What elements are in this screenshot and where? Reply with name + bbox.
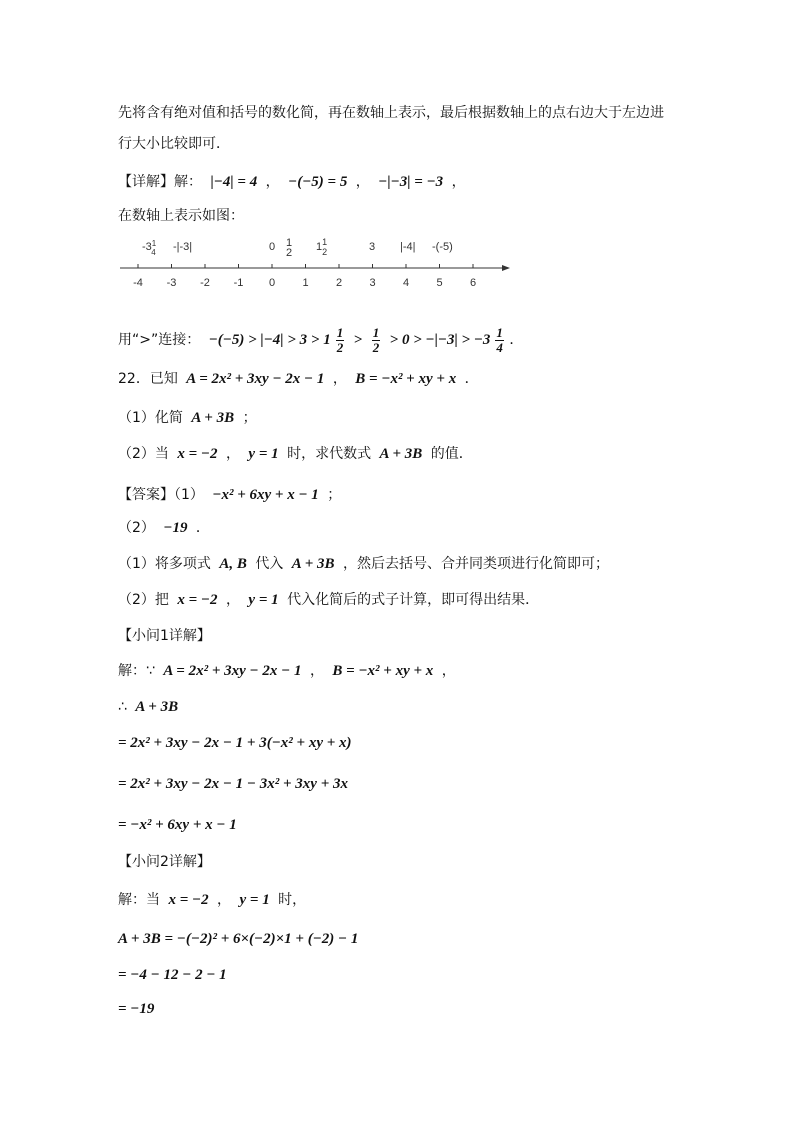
answer-line-2 xyxy=(118,518,210,538)
because-symbol: ∵ xyxy=(146,663,155,679)
step-expression: = −19 xyxy=(118,1001,155,1017)
tick-label: 0 xyxy=(268,277,276,289)
line-end: ， xyxy=(451,174,466,190)
fraction-one-half xyxy=(336,326,345,355)
part2-label: （2）当 xyxy=(118,446,169,462)
line-end: ， xyxy=(441,663,456,679)
connect-expr-a: −(−5) > |−4| > 3 > 1 xyxy=(208,332,331,348)
sub2-step-3 xyxy=(118,999,158,1019)
q22-stem xyxy=(118,369,479,389)
line-end: ； xyxy=(242,410,257,426)
analysis-line-1 xyxy=(118,554,609,574)
sub2-tag: 【小问2详解】 xyxy=(118,854,211,870)
separator: ， xyxy=(355,174,370,190)
step-expression: = 2x² + 3xy − 2x − 1 − 3x² + 3xy + 3x xyxy=(118,776,349,792)
label-neg-neg5: -(-5) xyxy=(432,241,453,253)
part1-expr: A + 3B xyxy=(191,410,235,426)
label-three: 3 xyxy=(369,241,376,253)
line-end: ． xyxy=(195,520,210,536)
part2-text: 时，求代数式 xyxy=(287,446,372,462)
step-expression: = 2x² + 3xy − 2x − 1 + 3(−x² + xy + x) xyxy=(118,735,352,751)
tick-label: 4 xyxy=(402,277,410,289)
frac-numerator: 1 xyxy=(336,324,344,340)
A-definition: A = 2x² + 3xy − 2x − 1 xyxy=(163,663,302,679)
connect-line xyxy=(118,318,523,362)
connect-lead: 用“>”连接： xyxy=(118,332,201,348)
part2-end: 的值． xyxy=(430,446,473,462)
sub1-step-2 xyxy=(118,774,352,794)
analysis-expr: A + 3B xyxy=(291,556,335,572)
fraction-half xyxy=(372,326,381,355)
analysis-text: 代入化简后的式子计算，即可得出结果． xyxy=(287,592,540,608)
x-value: x = −2 xyxy=(177,446,218,462)
B-definition: B = −x² + xy + x xyxy=(355,371,457,387)
sub2-given xyxy=(118,890,306,910)
connect-expr-b: > 0 > −|−3| > −3 xyxy=(389,332,491,348)
frac-denominator: 2 xyxy=(372,339,380,355)
tick-label: 1 xyxy=(302,277,309,289)
analysis-text: （2）把 xyxy=(118,592,169,608)
sub2-step-2 xyxy=(118,965,231,985)
analysis-text: （1）将多项式 xyxy=(118,556,211,572)
answer-2: −19 xyxy=(163,520,188,536)
frac-numerator: 1 xyxy=(372,324,380,340)
frac-numerator: 1 xyxy=(496,324,503,340)
step-expression: = −4 − 12 − 2 − 1 xyxy=(118,967,227,983)
step-expression: = −x² + 6xy + x − 1 xyxy=(118,817,237,833)
line-end: ； xyxy=(327,487,342,503)
y-value: y = 1 xyxy=(248,446,279,462)
frac-denominator: 4 xyxy=(496,339,503,355)
tick-label: -2 xyxy=(200,277,210,289)
tick-label: -4 xyxy=(133,277,143,289)
y-value: y = 1 xyxy=(239,892,270,908)
fraction-quarter xyxy=(495,326,504,355)
numberline-caption: 在数轴上表示如图： xyxy=(118,208,244,224)
abs-neg4-eq: |−4| = 4 xyxy=(210,174,258,190)
neg-abs-neg3-eq: −|−3| = −3 xyxy=(378,174,444,190)
answer-part2-label: （2） xyxy=(118,520,155,536)
frac-denominator: 2 xyxy=(336,339,344,355)
separator: ， xyxy=(265,174,280,190)
therefore-symbol: ∴ xyxy=(118,699,127,715)
intro-line-1: 先将含有绝对值和括号的数化简，再在数轴上表示，最后根据数轴上的点右边大于左边进 xyxy=(118,105,664,121)
q22-label: 22．已知 xyxy=(118,371,178,387)
label-abs-neg4: |-4| xyxy=(400,241,416,253)
label-one-half: $1^1$ 2 xyxy=(316,238,328,257)
when-label: 解：当 xyxy=(118,892,160,908)
comma: ， xyxy=(332,371,347,387)
polynomials-AB: A, B xyxy=(219,556,247,572)
label-zero: 0 xyxy=(269,241,276,253)
line-end: ． xyxy=(464,371,479,387)
x-value: x = −2 xyxy=(177,592,218,608)
q22-part1 xyxy=(118,408,257,428)
part2-expr: A + 3B xyxy=(379,446,423,462)
point-labels xyxy=(142,238,453,259)
label-neg-abs-neg3: -|-3| xyxy=(173,241,193,253)
sub1-tag: 【小问1详解】 xyxy=(118,628,211,644)
sub1-therefore xyxy=(118,697,182,717)
label-half: 1 2 xyxy=(286,238,293,259)
tick-label: 6 xyxy=(469,277,477,289)
axis-arrow xyxy=(502,265,510,271)
tick-label: -1 xyxy=(233,277,244,289)
answer-line-1 xyxy=(118,485,341,505)
detail-tag: 【详解】解： xyxy=(118,174,202,190)
detail-solution-line xyxy=(118,172,466,192)
A-definition: A = 2x² + 3xy − 2x − 1 xyxy=(186,371,325,387)
analysis-text: ，然后去括号、合并同类项进行化简即可； xyxy=(342,556,609,572)
analysis-text: 代入 xyxy=(255,556,284,572)
comma: ， xyxy=(225,592,240,608)
comma: ， xyxy=(225,446,240,462)
intro-line-2: 行大小比较即可． xyxy=(118,136,230,152)
label-neg-3-1-4: $-3^1$ 4 xyxy=(142,239,157,257)
sub1-expr: A + 3B xyxy=(135,699,179,715)
B-definition: B = −x² + xy + x xyxy=(332,663,434,679)
sub1-step-1 xyxy=(118,733,356,753)
part1-label: （1）化简 xyxy=(118,410,183,426)
y-value: y = 1 xyxy=(248,592,279,608)
solve-label: 解： xyxy=(118,663,146,679)
step-expression: A + 3B = −(−2)² + 6×(−2)×1 + (−2) − 1 xyxy=(118,931,359,947)
number-line-figure xyxy=(116,238,516,294)
tick-label: -3 xyxy=(166,277,177,289)
shi-label: 时， xyxy=(278,892,307,908)
q22-part2 xyxy=(118,444,473,464)
sub1-given xyxy=(118,661,456,681)
neg-neg5-eq: −(−5) = 5 xyxy=(288,174,348,190)
gt-sign: > xyxy=(353,332,363,348)
answer-tag: 【答案】（1） xyxy=(118,487,204,503)
comma: ， xyxy=(217,892,232,908)
analysis-line-2 xyxy=(118,590,539,610)
line-end: ． xyxy=(509,332,524,348)
sub1-step-3 xyxy=(118,815,241,835)
tick-label: 2 xyxy=(335,277,343,289)
x-value: x = −2 xyxy=(168,892,209,908)
tick-label: 3 xyxy=(369,277,376,289)
sub2-step-1 xyxy=(118,929,362,949)
comma: ， xyxy=(309,663,324,679)
tick-label: 5 xyxy=(436,277,443,289)
answer-1: −x² + 6xy + x − 1 xyxy=(212,487,319,503)
